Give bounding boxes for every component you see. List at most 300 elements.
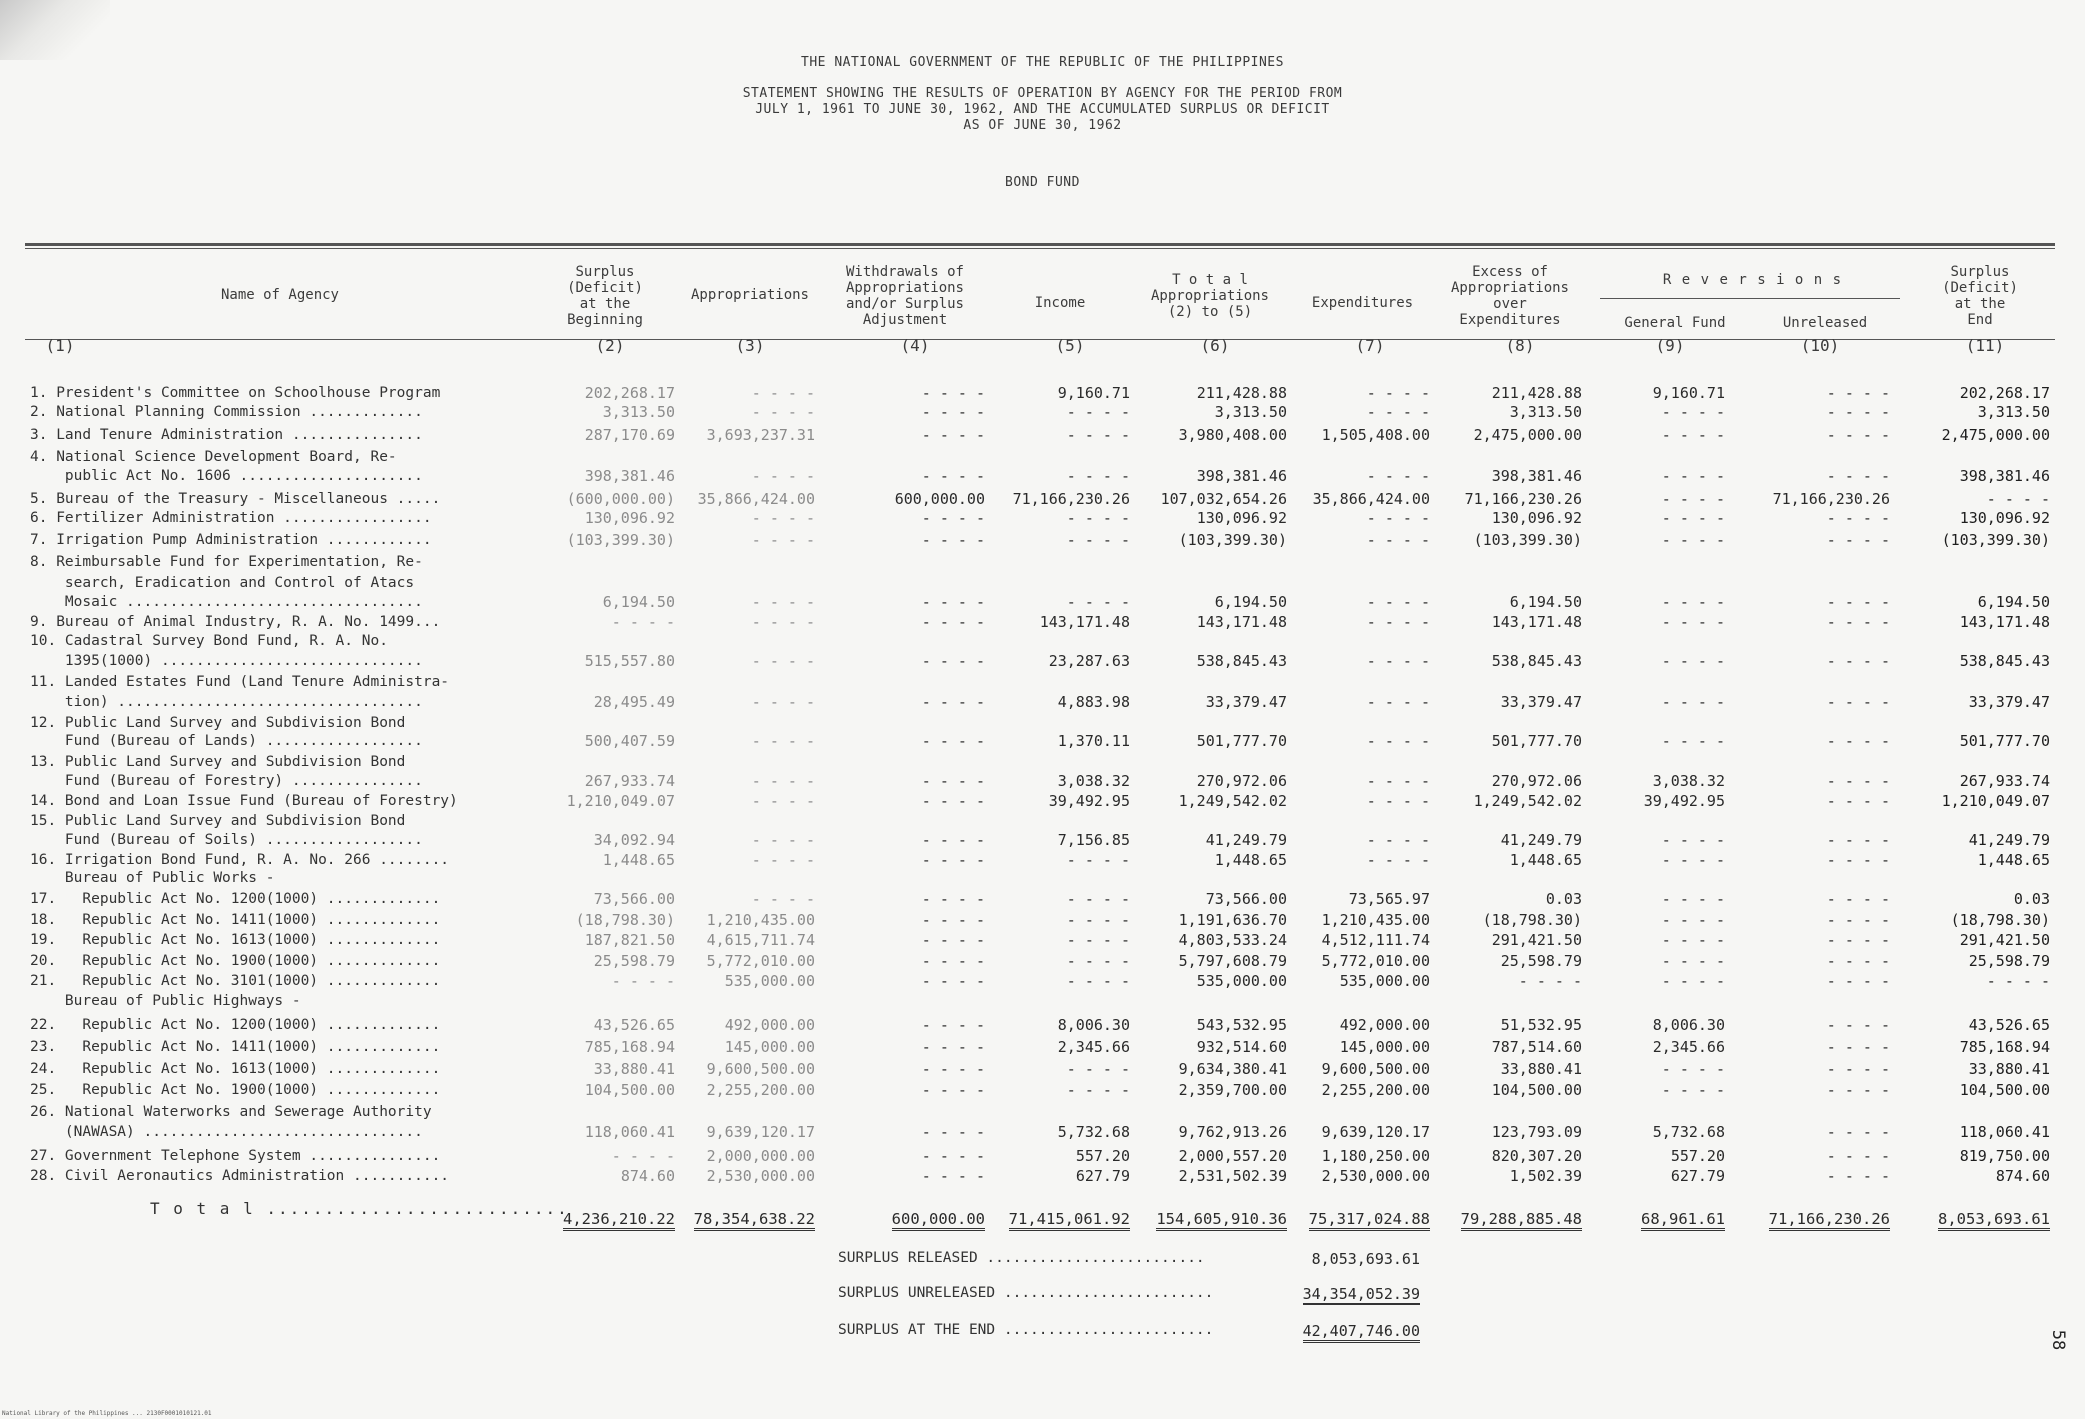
agency-line: 6. Fertilizer Administration .................: [30, 510, 432, 526]
table-cell: (18,798.30): [575, 911, 675, 929]
table-cell: 538,845.43: [1491, 652, 1582, 670]
table-cell: 785,168.94: [584, 1038, 675, 1056]
table-cell: - - - -: [921, 652, 985, 670]
table-cell: 398,381.46: [1959, 467, 2050, 485]
table-cell: - - - -: [1366, 851, 1430, 869]
table-cell: - - - -: [1661, 851, 1725, 869]
table-cell: 501,777.70: [1196, 732, 1287, 750]
table-cell: - - - -: [751, 467, 815, 485]
table-cell: (103,399.30): [1473, 531, 1582, 549]
table-cell: 8,006.30: [1652, 1016, 1725, 1034]
col-num-2: (2): [595, 336, 625, 355]
table-cell: - - - -: [1826, 1167, 1890, 1185]
table-cell: 0.03: [1545, 890, 1582, 908]
table-cell: - - - -: [1661, 490, 1725, 508]
table-cell: 33,880.41: [1500, 1060, 1582, 1078]
table-cell: - - - -: [1661, 1081, 1725, 1099]
table-cell: - - - -: [1826, 1123, 1890, 1141]
table-cell: 6,194.50: [602, 593, 675, 611]
table-cell: - - - -: [921, 426, 985, 444]
table-cell: 270,972.06: [1491, 772, 1582, 790]
table-cell: - - - -: [1826, 467, 1890, 485]
table-cell: 874.60: [620, 1167, 675, 1185]
table-cell: 2,475,000.00: [1473, 426, 1582, 444]
table-cell: 3,313.50: [602, 403, 675, 421]
table-cell: 73,566.00: [1205, 890, 1287, 908]
table-cell: - - - -: [751, 732, 815, 750]
table-cell: - - - -: [1066, 509, 1130, 527]
table-cell: 4,615,711.74: [706, 931, 815, 949]
table-cell: - - - -: [921, 931, 985, 949]
table-cell: 123,793.09: [1491, 1123, 1582, 1141]
agency-line: Bureau of Public Highways -: [30, 993, 301, 1009]
total-cell: 71,415,061.92: [1009, 1210, 1130, 1231]
table-cell: - - - -: [1826, 426, 1890, 444]
table-cell: 2,255,200.00: [1321, 1081, 1430, 1099]
table-cell: 1,249,542.02: [1178, 792, 1287, 810]
table-cell: 39,492.95: [1643, 792, 1725, 810]
table-cell: 104,500.00: [584, 1081, 675, 1099]
agency-line: 7. Irrigation Pump Administration ............: [30, 532, 432, 548]
agency-line: 17. Republic Act No. 1200(1000) .............: [30, 891, 441, 907]
col-num-1: (1): [45, 336, 75, 355]
table-cell: - - - -: [921, 792, 985, 810]
col-num-6: (6): [1200, 336, 1230, 355]
table-cell: - - - -: [751, 693, 815, 711]
table-cell: 130,096.92: [1959, 509, 2050, 527]
agency-line: 27. Government Telephone System ...............: [30, 1148, 441, 1164]
header-unreleased: Unreleased: [1782, 315, 1868, 331]
table-cell: - - - -: [1066, 890, 1130, 908]
table-cell: 543,532.95: [1196, 1016, 1287, 1034]
table-cell: - - - -: [1366, 467, 1430, 485]
table-cell: 23,287.63: [1048, 652, 1130, 670]
agency-line: tion) ...................................: [30, 694, 423, 710]
col-num-8: (8): [1505, 336, 1535, 355]
table-cell: - - - -: [1661, 509, 1725, 527]
table-cell: - - - -: [1826, 531, 1890, 549]
table-cell: - - - -: [1661, 652, 1725, 670]
agency-line: 24. Republic Act No. 1613(1000) .............: [30, 1061, 441, 1077]
table-cell: 1,191,636.70: [1178, 911, 1287, 929]
table-cell: - - - -: [1826, 1038, 1890, 1056]
table-cell: 535,000.00: [1196, 972, 1287, 990]
table-cell: 1,210,049.07: [566, 792, 675, 810]
col-num-9: (9): [1655, 336, 1685, 355]
table-cell: - - - -: [1826, 613, 1890, 631]
table-cell: 33,880.41: [593, 1060, 675, 1078]
table-cell: 33,379.47: [1500, 693, 1582, 711]
table-cell: - - - -: [1986, 972, 2050, 990]
table-cell: - - - -: [1366, 384, 1430, 402]
table-cell: 1,210,435.00: [706, 911, 815, 929]
table-cell: 2,345.66: [1057, 1038, 1130, 1056]
government-heading: THE NATIONAL GOVERNMENT OF THE REPUBLIC OF THE PHILIPPINES: [801, 55, 1284, 70]
agency-line: 14. Bond and Loan Issue Fund (Bureau of Forestry): [30, 793, 458, 809]
header-income: Income: [1034, 295, 1086, 311]
table-cell: 73,566.00: [593, 890, 675, 908]
table-cell: - - - -: [921, 1081, 985, 1099]
table-cell: 2,530,000.00: [706, 1167, 815, 1185]
table-cell: 5,797,608.79: [1178, 952, 1287, 970]
header-expenditures: Expenditures: [1311, 295, 1414, 311]
table-cell: 267,933.74: [584, 772, 675, 790]
table-top-rule: [25, 243, 2055, 246]
table-cell: 2,359,700.00: [1178, 1081, 1287, 1099]
table-cell: - - - -: [751, 613, 815, 631]
agency-line: 8. Reimbursable Fund for Experimentation, Re-: [30, 554, 423, 570]
agency-line: 26. National Waterworks and Sewerage Authority: [30, 1104, 432, 1120]
table-cell: - - - -: [751, 593, 815, 611]
table-cell: - - - -: [1066, 426, 1130, 444]
statement-line-3: AS OF JUNE 30, 1962: [963, 118, 1122, 133]
table-cell: - - - -: [1661, 1060, 1725, 1078]
table-cell: 535,000.00: [724, 972, 815, 990]
table-cell: 820,307.20: [1491, 1147, 1582, 1165]
table-cell: - - - -: [921, 1060, 985, 1078]
table-cell: 3,693,237.31: [706, 426, 815, 444]
col-num-3: (3): [735, 336, 765, 355]
table-cell: 9,160.71: [1057, 384, 1130, 402]
agency-line: Fund (Bureau of Lands) ..................: [30, 733, 423, 749]
table-cell: 538,845.43: [1959, 652, 2050, 670]
table-cell: (103,399.30): [1941, 531, 2050, 549]
table-cell: 2,475,000.00: [1941, 426, 2050, 444]
table-cell: - - - -: [751, 384, 815, 402]
table-cell: 3,313.50: [1214, 403, 1287, 421]
table-cell: - - - -: [921, 1016, 985, 1034]
table-cell: - - - -: [1826, 792, 1890, 810]
table-cell: 202,268.17: [1959, 384, 2050, 402]
table-cell: 1,502.39: [1509, 1167, 1582, 1185]
table-cell: - - - -: [611, 613, 675, 631]
table-cell: 9,639,120.17: [1321, 1123, 1430, 1141]
table-cell: 6,194.50: [1214, 593, 1287, 611]
table-cell: 492,000.00: [724, 1016, 815, 1034]
table-cell: 211,428.88: [1491, 384, 1582, 402]
table-cell: - - - -: [1366, 613, 1430, 631]
table-cell: - - - -: [1661, 972, 1725, 990]
table-cell: - - - -: [1826, 890, 1890, 908]
table-cell: 1,370.11: [1057, 732, 1130, 750]
table-cell: 2,530,000.00: [1321, 1167, 1430, 1185]
table-cell: - - - -: [921, 890, 985, 908]
table-cell: - - - -: [1826, 732, 1890, 750]
header-total-appropriations: T o t a l Appropriations (2) to (5): [1150, 272, 1269, 320]
table-cell: - - - -: [1661, 613, 1725, 631]
table-cell: (18,798.30): [1950, 911, 2050, 929]
agency-line: public Act No. 1606 .....................: [30, 468, 423, 484]
table-cell: - - - -: [751, 531, 815, 549]
table-cell: - - - -: [921, 952, 985, 970]
table-cell: 1,448.65: [1509, 851, 1582, 869]
table-cell: 9,160.71: [1652, 384, 1725, 402]
table-cell: - - - -: [1066, 1081, 1130, 1099]
summary-label: SURPLUS UNRELEASED ........................: [838, 1285, 1214, 1301]
table-cell: 1,249,542.02: [1473, 792, 1582, 810]
table-cell: 1,180,250.00: [1321, 1147, 1430, 1165]
table-cell: (103,399.30): [1178, 531, 1287, 549]
table-cell: - - - -: [1366, 593, 1430, 611]
table-cell: 0.03: [2013, 890, 2050, 908]
agency-line: 5. Bureau of the Treasury - Miscellaneous .....: [30, 491, 441, 507]
table-cell: 4,803,533.24: [1178, 931, 1287, 949]
total-cell: 75,317,024.88: [1309, 1210, 1430, 1231]
table-cell: 41,249.79: [1500, 831, 1582, 849]
table-cell: 118,060.41: [1959, 1123, 2050, 1141]
table-cell: 118,060.41: [584, 1123, 675, 1141]
table-cell: 291,421.50: [1959, 931, 2050, 949]
table-cell: 104,500.00: [1959, 1081, 2050, 1099]
table-cell: 25,598.79: [1500, 952, 1582, 970]
table-cell: - - - -: [1661, 531, 1725, 549]
table-cell: - - - -: [751, 890, 815, 908]
total-cell: 4,236,210.22: [563, 1210, 675, 1231]
table-cell: 500,407.59: [584, 732, 675, 750]
agency-line: 9. Bureau of Animal Industry, R. A. No. 1499...: [30, 614, 441, 630]
table-cell: - - - -: [1661, 890, 1725, 908]
reversions-rule: [1600, 298, 1900, 299]
table-cell: - - - -: [921, 851, 985, 869]
table-cell: 6,194.50: [1977, 593, 2050, 611]
agency-line: Fund (Bureau of Forestry) ...............: [30, 773, 423, 789]
agency-line: 1395(1000) ..............................: [30, 653, 423, 669]
table-cell: 143,171.48: [1196, 613, 1287, 631]
agency-line: Fund (Bureau of Soils) ..................: [30, 832, 423, 848]
agency-line: 2. National Planning Commission .............: [30, 404, 423, 420]
table-cell: 8,006.30: [1057, 1016, 1130, 1034]
table-cell: 1,448.65: [1977, 851, 2050, 869]
table-cell: 43,526.65: [593, 1016, 675, 1034]
table-cell: 9,600,500.00: [1321, 1060, 1430, 1078]
table-cell: - - - -: [1826, 1147, 1890, 1165]
table-cell: 33,880.41: [1968, 1060, 2050, 1078]
summary-label: SURPLUS AT THE END ........................: [838, 1322, 1214, 1338]
table-cell: 145,000.00: [724, 1038, 815, 1056]
table-cell: - - - -: [1826, 972, 1890, 990]
header-withdrawals: Withdrawals of Appropriations and/or Surplus Adjustment: [845, 264, 964, 328]
table-cell: - - - -: [1661, 911, 1725, 929]
table-cell: 130,096.92: [584, 509, 675, 527]
table-cell: 41,249.79: [1205, 831, 1287, 849]
table-cell: - - - -: [1366, 792, 1430, 810]
agency-line: 19. Republic Act No. 1613(1000) .............: [30, 932, 441, 948]
table-cell: 39,492.95: [1048, 792, 1130, 810]
table-cell: - - - -: [1661, 467, 1725, 485]
agency-line: Mosaic ..................................: [30, 594, 423, 610]
col-num-4: (4): [900, 336, 930, 355]
table-cell: 2,000,557.20: [1178, 1147, 1287, 1165]
table-cell: 71,166,230.26: [1464, 490, 1582, 508]
table-cell: - - - -: [611, 1147, 675, 1165]
agency-line: 13. Public Land Survey and Subdivision Bond: [30, 754, 406, 770]
table-cell: - - - -: [1661, 403, 1725, 421]
table-cell: - - - -: [751, 792, 815, 810]
table-cell: 3,038.32: [1057, 772, 1130, 790]
table-cell: 819,750.00: [1959, 1147, 2050, 1165]
table-cell: - - - -: [1826, 652, 1890, 670]
agency-line: 12. Public Land Survey and Subdivision Bond: [30, 715, 406, 731]
table-cell: - - - -: [921, 732, 985, 750]
table-cell: 3,313.50: [1977, 403, 2050, 421]
table-cell: 187,821.50: [584, 931, 675, 949]
table-cell: 3,038.32: [1652, 772, 1725, 790]
table-cell: 211,428.88: [1196, 384, 1287, 402]
table-cell: - - - -: [1066, 531, 1130, 549]
table-cell: - - - -: [1826, 772, 1890, 790]
col-num-11: (11): [1965, 336, 2005, 355]
table-cell: - - - -: [1826, 831, 1890, 849]
table-cell: 5,772,010.00: [706, 952, 815, 970]
table-cell: 202,268.17: [584, 384, 675, 402]
table-cell: - - - -: [1366, 831, 1430, 849]
table-top-rule-thin: [25, 248, 2055, 249]
table-cell: 73,565.97: [1348, 890, 1430, 908]
agency-line: Bureau of Public Works -: [30, 870, 275, 886]
agency-line: 15. Public Land Survey and Subdivision Bond: [30, 813, 406, 829]
table-cell: - - - -: [1518, 972, 1582, 990]
table-cell: - - - -: [1066, 931, 1130, 949]
table-cell: 9,762,913.26: [1178, 1123, 1287, 1141]
agency-line: 20. Republic Act No. 1900(1000) .............: [30, 953, 441, 969]
agency-line: 10. Cadastral Survey Bond Fund, R. A. No.: [30, 633, 388, 649]
statement-line-1: STATEMENT SHOWING THE RESULTS OF OPERATION BY AGENCY FOR THE PERIOD FROM: [742, 86, 1343, 101]
table-cell: - - - -: [1826, 693, 1890, 711]
table-cell: - - - -: [1366, 693, 1430, 711]
table-cell: 1,448.65: [602, 851, 675, 869]
table-cell: 51,532.95: [1500, 1016, 1582, 1034]
total-cell: 68,961.61: [1641, 1210, 1725, 1231]
agency-line: 1. President's Committee on Schoolhouse Program: [30, 385, 441, 401]
table-cell: - - - -: [1826, 403, 1890, 421]
table-cell: 1,210,435.00: [1321, 911, 1430, 929]
table-cell: - - - -: [1366, 732, 1430, 750]
table-cell: 9,639,120.17: [706, 1123, 815, 1141]
agency-line: 3. Land Tenure Administration ...............: [30, 427, 423, 443]
total-label: T o t a l ..........................: [150, 1199, 569, 1218]
header-excess: Excess of Appropriations over Expenditures: [1450, 264, 1569, 328]
agency-line: search, Eradication and Control of Atacs: [30, 575, 415, 591]
table-cell: - - - -: [1661, 952, 1725, 970]
table-cell: - - - -: [1826, 1016, 1890, 1034]
table-cell: - - - -: [1826, 384, 1890, 402]
table-cell: - - - -: [1366, 652, 1430, 670]
table-cell: - - - -: [1661, 593, 1725, 611]
table-cell: - - - -: [921, 509, 985, 527]
table-cell: 4,512,111.74: [1321, 931, 1430, 949]
table-cell: - - - -: [1366, 403, 1430, 421]
total-cell: 8,053,693.61: [1938, 1210, 2050, 1231]
table-cell: 143,171.48: [1491, 613, 1582, 631]
table-cell: - - - -: [921, 467, 985, 485]
table-cell: - - - -: [921, 403, 985, 421]
total-cell: 154,605,910.36: [1156, 1210, 1287, 1231]
agency-line: 25. Republic Act No. 1900(1000) .............: [30, 1082, 441, 1098]
agency-line: 11. Landed Estates Fund (Land Tenure Administra-: [30, 674, 450, 690]
table-cell: - - - -: [1366, 772, 1430, 790]
col-num-5: (5): [1055, 336, 1085, 355]
table-cell: 501,777.70: [1959, 732, 2050, 750]
table-cell: - - - -: [921, 1123, 985, 1141]
table-cell: - - - -: [751, 403, 815, 421]
table-cell: 145,000.00: [1339, 1038, 1430, 1056]
table-cell: 557.20: [1670, 1147, 1725, 1165]
table-cell: (103,399.30): [566, 531, 675, 549]
table-cell: - - - -: [1661, 732, 1725, 750]
table-cell: - - - -: [1661, 831, 1725, 849]
table-cell: - - - -: [751, 831, 815, 849]
agency-line: 28. Civil Aeronautics Administration ...........: [30, 1168, 450, 1184]
table-cell: - - - -: [1826, 952, 1890, 970]
total-cell: 79,288,885.48: [1461, 1210, 1582, 1231]
header-reversions: R e v e r s i o n s: [1662, 272, 1843, 288]
table-cell: 270,972.06: [1196, 772, 1287, 790]
table-cell: - - - -: [1986, 490, 2050, 508]
table-cell: - - - -: [751, 851, 815, 869]
table-cell: (600,000.00): [566, 490, 675, 508]
table-cell: - - - -: [1826, 911, 1890, 929]
table-cell: 2,255,200.00: [706, 1081, 815, 1099]
table-cell: - - - -: [1826, 851, 1890, 869]
table-cell: - - - -: [921, 972, 985, 990]
table-cell: 25,598.79: [1968, 952, 2050, 970]
table-cell: 35,866,424.00: [697, 490, 815, 508]
table-cell: - - - -: [921, 384, 985, 402]
table-cell: 2,000,000.00: [706, 1147, 815, 1165]
table-cell: - - - -: [1826, 1081, 1890, 1099]
table-cell: - - - -: [1366, 531, 1430, 549]
table-cell: 7,156.85: [1057, 831, 1130, 849]
table-cell: - - - -: [1826, 593, 1890, 611]
table-cell: - - - -: [921, 831, 985, 849]
table-cell: 104,500.00: [1491, 1081, 1582, 1099]
table-cell: 932,514.60: [1196, 1038, 1287, 1056]
table-cell: - - - -: [921, 593, 985, 611]
agency-line: 21. Republic Act No. 3101(1000) .............: [30, 973, 441, 989]
table-cell: 71,166,230.26: [1012, 490, 1130, 508]
table-cell: 5,732.68: [1057, 1123, 1130, 1141]
table-cell: - - - -: [1066, 911, 1130, 929]
agency-line: 22. Republic Act No. 1200(1000) .............: [30, 1017, 441, 1033]
table-cell: - - - -: [921, 1147, 985, 1165]
summary-value: 8,053,693.61: [1311, 1250, 1420, 1268]
table-cell: - - - -: [1066, 952, 1130, 970]
table-cell: 9,634,380.41: [1178, 1060, 1287, 1078]
agency-line: (NAWASA) ................................: [30, 1124, 423, 1140]
table-cell: - - - -: [1066, 467, 1130, 485]
agency-line: 18. Republic Act No. 1411(1000) .............: [30, 912, 441, 928]
table-cell: 4,883.98: [1057, 693, 1130, 711]
agency-line: 16. Irrigation Bond Fund, R. A. No. 266 ........: [30, 852, 450, 868]
header-name-of-agency: Name of Agency: [220, 287, 339, 303]
table-cell: - - - -: [751, 652, 815, 670]
table-cell: (18,798.30): [1482, 911, 1582, 929]
table-cell: - - - -: [1066, 972, 1130, 990]
header-appropriations: Appropriations: [690, 287, 809, 303]
table-cell: - - - -: [921, 911, 985, 929]
table-cell: 33,379.47: [1968, 693, 2050, 711]
agency-line: 23. Republic Act No. 1411(1000) .............: [30, 1039, 441, 1055]
table-cell: 291,421.50: [1491, 931, 1582, 949]
table-cell: 287,170.69: [584, 426, 675, 444]
table-cell: - - - -: [751, 509, 815, 527]
table-cell: 28,495.49: [593, 693, 675, 711]
table-cell: - - - -: [921, 693, 985, 711]
table-cell: 9,600,500.00: [706, 1060, 815, 1078]
table-cell: - - - -: [921, 772, 985, 790]
table-cell: 33,379.47: [1205, 693, 1287, 711]
table-cell: 398,381.46: [1491, 467, 1582, 485]
